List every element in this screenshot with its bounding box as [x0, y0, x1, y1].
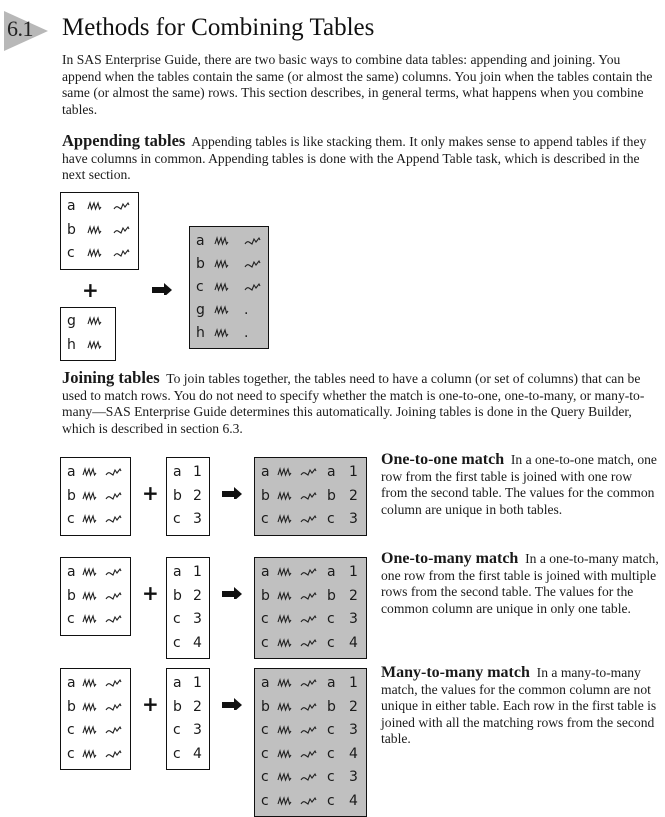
- squiggle-wave-icon: [105, 491, 122, 501]
- table-row: [255, 632, 366, 656]
- table-cell: c: [327, 611, 335, 627]
- table-cell: [277, 485, 292, 509]
- joining-text: To join tables together, the tables need to have a column (or set of columns) that can be used to match rows. You do not need to specify whether the match is one-to-one, one-to-many, or many-to-many—SAS Enterprise Guide determines this automatically. Joining tables is done in the Query Builder, which is described in section 6.3.: [62, 371, 645, 436]
- table-cell: c: [67, 611, 75, 627]
- right-arrow-icon: [222, 698, 243, 710]
- table-cell: 2: [349, 487, 358, 504]
- squiggle-wave-icon: [244, 259, 261, 269]
- table-cell: [105, 672, 122, 696]
- table-row: [61, 743, 130, 767]
- table-cell: a: [196, 233, 205, 249]
- table-cell: .: [244, 302, 249, 318]
- table-cell: [300, 508, 317, 532]
- table-cell: [87, 334, 102, 358]
- table-cell: [300, 766, 317, 790]
- table-cell: [113, 242, 130, 266]
- table-cell: c: [67, 722, 75, 738]
- table-cell: b: [67, 487, 76, 504]
- table-cell: [300, 743, 317, 767]
- squiggle-zigzag-icon: [214, 236, 229, 246]
- table-cell: 1: [349, 564, 358, 580]
- squiggle-wave-icon: [300, 614, 317, 624]
- table-cell: [214, 276, 229, 299]
- squiggle-zigzag-icon: [277, 467, 292, 477]
- table-cell: [214, 322, 229, 345]
- table-cell: [300, 485, 317, 509]
- many-to-many-heading: Many-to-many match: [381, 664, 530, 681]
- table-cell: c: [67, 245, 75, 261]
- table-row: [61, 334, 115, 358]
- squiggle-wave-icon: [105, 514, 122, 524]
- table-cell: c: [261, 722, 269, 738]
- squiggle-wave-icon: [113, 201, 130, 211]
- squiggle-wave-icon: [300, 796, 317, 806]
- table-cell: 3: [193, 722, 202, 738]
- join-left-table-1: [60, 457, 131, 536]
- squiggle-zigzag-icon: [277, 491, 292, 501]
- table-row: [61, 696, 130, 720]
- squiggle-zigzag-icon: [87, 248, 102, 258]
- table-cell: [214, 230, 229, 253]
- table-row: [61, 585, 130, 609]
- table-cell: [87, 219, 102, 243]
- squiggle-zigzag-icon: [277, 514, 292, 524]
- join-right-table-2: [166, 557, 210, 659]
- squiggle-zigzag-icon: [277, 678, 292, 688]
- table-cell: c: [173, 611, 181, 627]
- table-cell: 4: [193, 634, 202, 651]
- squiggle-zigzag-icon: [277, 591, 292, 601]
- squiggle-wave-icon: [300, 749, 317, 759]
- table-cell: b: [327, 487, 336, 504]
- squiggle-zigzag-icon: [277, 725, 292, 735]
- table-cell: 2: [349, 698, 358, 715]
- table-cell: 2: [193, 587, 202, 604]
- one-to-one-description: [381, 452, 661, 518]
- squiggle-wave-icon: [300, 567, 317, 577]
- squiggle-zigzag-icon: [277, 567, 292, 577]
- table-cell: 1: [193, 464, 202, 480]
- squiggle-wave-icon: [300, 725, 317, 735]
- plus-icon: +: [142, 581, 159, 605]
- table-cell: b: [173, 587, 182, 604]
- table-cell: [277, 585, 292, 609]
- table-row: [61, 310, 115, 334]
- table-cell: c: [327, 722, 335, 738]
- squiggle-zigzag-icon: [277, 638, 292, 648]
- squiggle-wave-icon: [300, 702, 317, 712]
- table-row: [167, 608, 209, 632]
- table-cell: [82, 508, 97, 532]
- squiggle-wave-icon: [105, 591, 122, 601]
- append-result-table: [189, 226, 269, 349]
- table-row: [167, 696, 209, 720]
- table-cell: a: [261, 564, 270, 580]
- squiggle-zigzag-icon: [277, 796, 292, 806]
- append-table-2: [60, 307, 116, 361]
- table-cell: c: [327, 792, 335, 809]
- table-cell: [277, 561, 292, 585]
- table-cell: c: [173, 634, 181, 651]
- table-cell: [82, 672, 97, 696]
- table-cell: [87, 242, 102, 266]
- table-cell: c: [261, 611, 269, 627]
- squiggle-wave-icon: [244, 236, 261, 246]
- section-number: 6.1: [7, 16, 33, 41]
- squiggle-zigzag-icon: [87, 225, 102, 235]
- intro-paragraph: In SAS Enterprise Guide, there are two basic ways to combine data tables: appending and joining. You append when the tables contain the same (or almost the same) columns. You join when the tables contain the same (or almost the same) rows. This section describes, in general terms, what happens when you combine tables.: [62, 52, 653, 117]
- table-row: [190, 253, 268, 276]
- table-row: [61, 508, 130, 532]
- many-to-many-description: [381, 665, 661, 748]
- table-cell: b: [173, 487, 182, 504]
- table-cell: [300, 561, 317, 585]
- table-cell: 3: [349, 769, 358, 785]
- table-cell: [82, 608, 97, 632]
- table-cell: [300, 696, 317, 720]
- table-cell: a: [67, 198, 76, 214]
- table-row: [255, 461, 366, 485]
- join-right-table-3: [166, 668, 210, 770]
- table-cell: [105, 696, 122, 720]
- table-cell: [300, 585, 317, 609]
- table-cell: c: [173, 745, 181, 762]
- squiggle-zigzag-icon: [277, 772, 292, 782]
- squiggle-wave-icon: [244, 282, 261, 292]
- squiggle-wave-icon: [105, 725, 122, 735]
- table-cell: [87, 310, 102, 334]
- squiggle-wave-icon: [105, 749, 122, 759]
- table-cell: [214, 299, 229, 322]
- table-row: [190, 322, 268, 345]
- table-cell: 3: [193, 511, 202, 527]
- table-cell: [300, 719, 317, 743]
- table-cell: [277, 632, 292, 656]
- table-cell: h: [196, 325, 205, 341]
- table-row: [167, 508, 209, 532]
- table-cell: [82, 696, 97, 720]
- table-cell: c: [327, 634, 335, 651]
- table-cell: c: [173, 511, 181, 527]
- squiggle-wave-icon: [105, 702, 122, 712]
- table-cell: 3: [349, 722, 358, 738]
- table-cell: c: [67, 511, 75, 527]
- join-result-table-3: [254, 668, 367, 817]
- table-cell: a: [173, 675, 182, 691]
- joining-paragraph: [62, 370, 662, 437]
- table-row: [255, 696, 366, 720]
- squiggle-zigzag-icon: [87, 340, 102, 350]
- squiggle-zigzag-icon: [214, 305, 229, 315]
- table-cell: [105, 485, 122, 509]
- table-cell: a: [261, 675, 270, 691]
- table-row: [190, 276, 268, 299]
- table-cell: b: [327, 587, 336, 604]
- table-cell: b: [261, 487, 270, 504]
- table-cell: c: [327, 745, 335, 762]
- table-cell: 1: [349, 675, 358, 691]
- table-row: [167, 461, 209, 485]
- table-cell: [105, 743, 122, 767]
- table-row: [61, 242, 138, 266]
- table-cell: [113, 219, 130, 243]
- table-cell: 1: [193, 675, 202, 691]
- join-result-table-1: [254, 457, 367, 536]
- table-cell: 2: [193, 698, 202, 715]
- table-row: [167, 561, 209, 585]
- table-cell: c: [196, 279, 204, 295]
- plus-icon: +: [142, 481, 159, 505]
- table-cell: b: [67, 221, 76, 238]
- squiggle-zigzag-icon: [82, 678, 97, 688]
- squiggle-zigzag-icon: [214, 259, 229, 269]
- appending-paragraph: [62, 133, 662, 184]
- table-cell: [300, 461, 317, 485]
- table-cell: [300, 672, 317, 696]
- table-cell: c: [261, 511, 269, 527]
- join-left-table-3: [60, 668, 131, 770]
- join-right-table-1: [166, 457, 210, 536]
- table-cell: [82, 561, 97, 585]
- table-row: [255, 585, 366, 609]
- table-cell: [214, 253, 229, 276]
- squiggle-zigzag-icon: [82, 467, 97, 477]
- table-cell: [105, 461, 122, 485]
- table-row: [255, 672, 366, 696]
- page-title: Methods for Combining Tables: [62, 14, 375, 41]
- table-row: [255, 485, 366, 509]
- table-cell: 3: [349, 611, 358, 627]
- table-row: [61, 461, 130, 485]
- one-to-many-text: In a one-to-many match, one row from the first table is joined with multiple rows from the second table. The values for the common column are unique in only one table.: [381, 551, 659, 616]
- table-cell: c: [327, 769, 335, 785]
- join-result-table-2: [254, 557, 367, 659]
- table-cell: [105, 585, 122, 609]
- squiggle-wave-icon: [300, 514, 317, 524]
- table-cell: 2: [349, 587, 358, 604]
- table-cell: a: [261, 464, 270, 480]
- table-row: [255, 743, 366, 767]
- table-cell: h: [67, 336, 76, 353]
- table-cell: [87, 195, 102, 219]
- squiggle-zigzag-icon: [82, 514, 97, 524]
- table-row: [255, 508, 366, 532]
- table-cell: [300, 608, 317, 632]
- table-cell: [244, 230, 261, 253]
- table-cell: [82, 461, 97, 485]
- table-row: [61, 195, 138, 219]
- table-cell: b: [327, 698, 336, 715]
- table-cell: [82, 743, 97, 767]
- table-cell: [277, 672, 292, 696]
- many-to-many-text: In a many-to-many match, the values for the common column are not unique in either table. Each row in the first table is joined with all the matching rows from the second table.: [381, 665, 657, 747]
- table-cell: c: [261, 769, 269, 785]
- table-row: [61, 608, 130, 632]
- table-cell: 3: [349, 511, 358, 527]
- table-cell: b: [196, 256, 205, 272]
- table-row: [190, 299, 268, 322]
- table-cell: [105, 719, 122, 743]
- table-cell: b: [261, 698, 270, 715]
- table-cell: c: [261, 634, 269, 651]
- one-to-one-heading: One-to-one match: [381, 451, 505, 468]
- table-cell: [105, 608, 122, 632]
- table-row: [61, 485, 130, 509]
- table-cell: c: [327, 511, 335, 527]
- table-row: [167, 585, 209, 609]
- table-row: [61, 719, 130, 743]
- table-cell: a: [67, 564, 76, 580]
- table-cell: [277, 608, 292, 632]
- squiggle-zigzag-icon: [277, 749, 292, 759]
- table-cell: a: [327, 675, 336, 691]
- table-row: [255, 719, 366, 743]
- table-cell: [277, 719, 292, 743]
- table-row: [167, 485, 209, 509]
- one-to-one-text: In a one-to-one match, one row from the first table is joined with one row from the second table. The values for the common column are unique in both tables.: [381, 452, 657, 517]
- squiggle-wave-icon: [300, 638, 317, 648]
- table-cell: [244, 276, 261, 299]
- table-cell: [82, 585, 97, 609]
- table-cell: b: [67, 698, 76, 715]
- squiggle-wave-icon: [113, 225, 130, 235]
- squiggle-zigzag-icon: [82, 591, 97, 601]
- appending-heading: Appending tables: [62, 131, 186, 150]
- table-cell: [244, 253, 261, 276]
- table-cell: c: [67, 745, 75, 762]
- table-cell: [82, 719, 97, 743]
- table-cell: 4: [193, 745, 202, 762]
- table-cell: [113, 195, 130, 219]
- join-left-table-2: [60, 557, 131, 636]
- table-row: [255, 766, 366, 790]
- table-row: [255, 561, 366, 585]
- table-cell: [82, 485, 97, 509]
- table-cell: [105, 561, 122, 585]
- squiggle-wave-icon: [300, 491, 317, 501]
- squiggle-wave-icon: [105, 567, 122, 577]
- table-cell: [300, 632, 317, 656]
- table-cell: [300, 790, 317, 814]
- table-cell: [277, 790, 292, 814]
- table-cell: [277, 461, 292, 485]
- squiggle-wave-icon: [300, 591, 317, 601]
- table-cell: 4: [349, 745, 358, 762]
- squiggle-zigzag-icon: [82, 567, 97, 577]
- table-cell: 1: [193, 564, 202, 580]
- joining-heading: Joining tables: [62, 368, 160, 387]
- right-arrow-icon: [222, 487, 243, 499]
- squiggle-wave-icon: [300, 678, 317, 688]
- one-to-many-heading: One-to-many match: [381, 550, 519, 567]
- table-cell: a: [67, 464, 76, 480]
- table-cell: c: [173, 722, 181, 738]
- table-cell: c: [261, 745, 269, 762]
- squiggle-wave-icon: [300, 772, 317, 782]
- squiggle-zigzag-icon: [87, 316, 102, 326]
- table-cell: [277, 743, 292, 767]
- plus-icon: +: [142, 692, 159, 716]
- squiggle-zigzag-icon: [82, 702, 97, 712]
- right-arrow-icon: [152, 283, 173, 295]
- table-row: [255, 790, 366, 814]
- table-cell: .: [244, 325, 249, 341]
- table-cell: 4: [349, 634, 358, 651]
- plus-icon: +: [82, 278, 99, 302]
- table-cell: 4: [349, 792, 358, 809]
- table-cell: b: [173, 698, 182, 715]
- appending-text: Appending tables is like stacking them. It only makes sense to append tables if they have columns in common. Appending tables is done with the Append Table task, which is described in the next section.: [62, 134, 647, 183]
- table-cell: a: [327, 564, 336, 580]
- table-cell: a: [173, 564, 182, 580]
- table-cell: b: [67, 587, 76, 604]
- squiggle-wave-icon: [105, 614, 122, 624]
- squiggle-wave-icon: [113, 248, 130, 258]
- squiggle-zigzag-icon: [277, 702, 292, 712]
- table-cell: a: [173, 464, 182, 480]
- one-to-many-description: [381, 551, 661, 617]
- table-row: [61, 219, 138, 243]
- squiggle-wave-icon: [300, 467, 317, 477]
- table-row: [255, 608, 366, 632]
- squiggle-zigzag-icon: [82, 614, 97, 624]
- squiggle-wave-icon: [105, 678, 122, 688]
- table-cell: [105, 508, 122, 532]
- table-cell: b: [261, 587, 270, 604]
- table-cell: 3: [193, 611, 202, 627]
- squiggle-wave-icon: [105, 467, 122, 477]
- table-row: [190, 230, 268, 253]
- table-cell: c: [261, 792, 269, 809]
- table-cell: [277, 508, 292, 532]
- table-cell: g: [67, 313, 76, 329]
- table-row: [61, 561, 130, 585]
- squiggle-zigzag-icon: [214, 328, 229, 338]
- table-row: [167, 632, 209, 656]
- table-row: [167, 743, 209, 767]
- table-cell: a: [67, 675, 76, 691]
- squiggle-zigzag-icon: [82, 725, 97, 735]
- right-arrow-icon: [222, 587, 243, 599]
- table-cell: [277, 696, 292, 720]
- table-cell: 1: [349, 464, 358, 480]
- squiggle-zigzag-icon: [82, 749, 97, 759]
- squiggle-zigzag-icon: [214, 282, 229, 292]
- table-cell: 2: [193, 487, 202, 504]
- append-table-1: [60, 192, 139, 270]
- squiggle-zigzag-icon: [277, 614, 292, 624]
- squiggle-zigzag-icon: [82, 491, 97, 501]
- table-row: [167, 719, 209, 743]
- table-cell: g: [196, 302, 205, 318]
- squiggle-zigzag-icon: [87, 201, 102, 211]
- table-cell: a: [327, 464, 336, 480]
- table-cell: [277, 766, 292, 790]
- table-row: [167, 672, 209, 696]
- table-row: [61, 672, 130, 696]
